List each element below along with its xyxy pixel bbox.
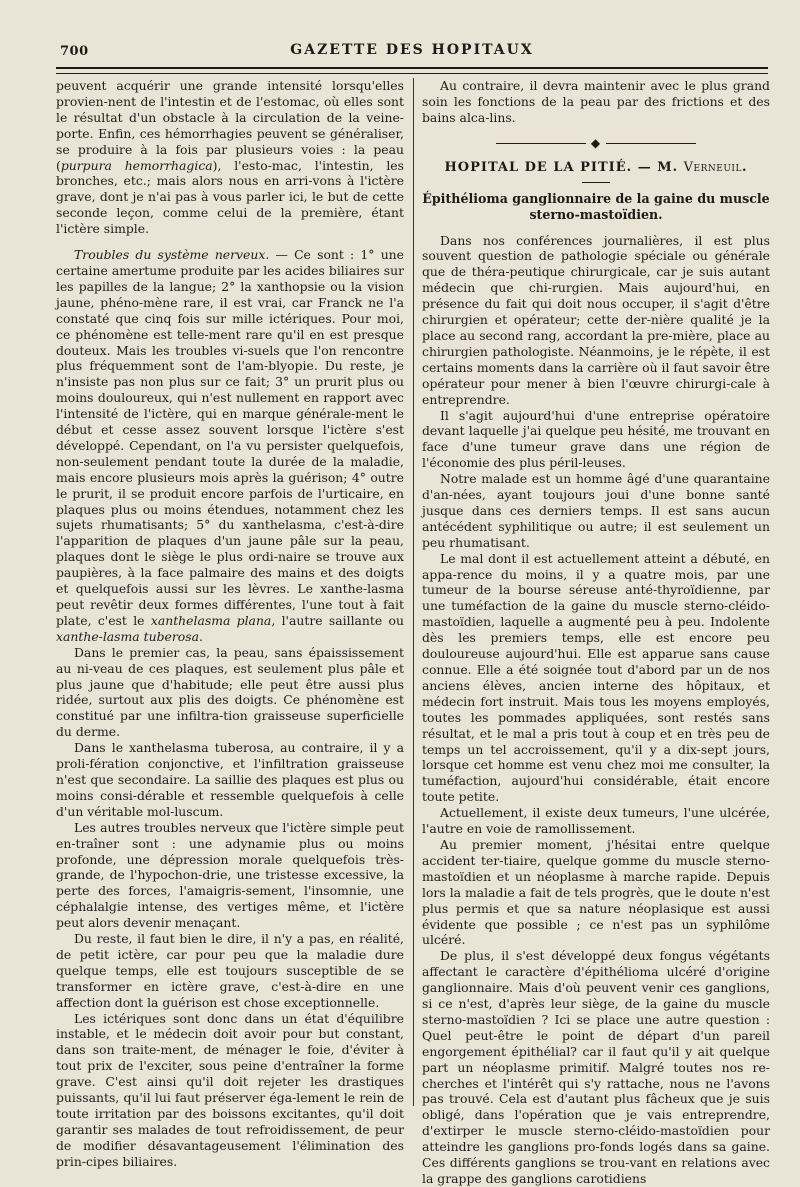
column-divider [413,78,414,1106]
newspaper-page [56,36,770,1186]
text-columns [56,78,770,1186]
paragraph: De plus, il s'est développé deux fongus végétants affectant le caractère d'épithélioma ulcéré d'origine ganglionnaire. Mais d'où peuvent venir ces ganglions, si ce n'est, d'après leur siège, de la gaine du muscle sterno-mastoïdien ? Ici se place une autre question : Quel peut-être le point de départ d'un pareil engorgement épithélial? car il faut qu'il y ait quelque part un néoplasme primitif. Malgré toutes nos re-cherches et l'intérêt qui s'y rattache, nous ne l'avons pas trouvé. Cela est d'autant plus fâcheux que je suis obligé, dans l'opération que je vais entreprendre, d'extirper le muscle sterno-cléido-mastoïdien pour atteindre les ganglions pro-fonds logés dans sa gaine. Ces différents ganglions se trou-vant en relations avec la grappe des ganglions carotidiens [422,948,770,1186]
paragraph: Les autres troubles nerveux que l'ictère simple peut en-traîner sont : une adynamie plus ou moins profonde, une dépression morale quelquefois très-grande, de l'hypochon-drie, une tristesse excessive, la perte des forces, l'amaigris-sement, l'insomnie, une céphalalgie intense, des vertiges même, et l'ictère peut alors devenir menaçant. [56,819,404,931]
header-double-rule [56,67,768,74]
paragraph: Troubles du système nerveux. — Ce sont : 1° une certaine amertume produite par les acides biliaires sur les papilles de la langue; 2° la xanthopsie ou la vision jaune, phéno-mène rare, il est vrai, car Franck ne l'a constaté que cinq fois sur mille ictériques. Pour moi, ce phénomène est telle-ment rare qu'il en est presque douteux. Mais les troubles vi-suels que l'on rencontre plus fréquemment sont de l'am-blyopie. Du reste, je n'insiste pas non plus sur ce fait; 3° un prurit plus ou moins douloureux, qui n'est nullement en rapport avec l'intensité de l'ictère, qui en marque générale-ment le début et cesse assez souvent lorsque l'ictère s'est développé. Cependant, on l'a vu persister quelquefois, non-seulement pendant toute la durée de la maladie, mais encore plusieurs mois après la guérison; 4° outre le prurit, il se produit encore parfois de l'urticaire, en plaques plus ou moins étendues, notamment chez les sujets rhumatisants; 5° du xanthelasma, c'est-à-dire l'apparition de plaques d'un jaune pâle sur la peau, plaques dont le siège le plus ordi-naire se trouve aux paupières, à la face palmaire des mains et des doigts et quelquefois aussi sur les lèvres. Le xanthe-lasma peut revêtir deux formes différentes, l'une tout à fait plate, c'est le xanthelasma plana, l'autre saillante ou xanthe-lasma tuberosa. [56,247,404,644]
article-title: Épithélioma ganglionnaire de la gaine du muscle sterno-mastoïdien. [422,190,770,222]
page-number: 700 [60,44,89,59]
left-column [56,78,404,1170]
paragraph: Au contraire, il devra maintenir avec le plus grand soin les fonctions de la peau par des frictions et des bains alca-lins. [422,78,770,125]
paragraph: Du reste, il faut bien le dire, il n'y a pas, en réalité, de petit ictère, car pour peu que la maladie dure quelque temps, elle est toujours susceptible de se transformer en ictère grave, c'est-à-dire en une affection dont la guérison est chose exceptionnelle. [56,931,404,1010]
paragraph: Il s'agit aujourd'hui d'une entreprise opératoire devant laquelle j'ai quelque peu hésité, me trouvant en face d'une tumeur grave dans une région de l'économie des plus péril-leuses. [422,407,770,471]
right-column [422,78,770,1187]
paragraph: Dans le premier cas, la peau, sans épaississement au ni-veau de ces plaques, est seulement plus pâle et plus jaune que d'habitude; elle peut être aussi plus ridée, surtout aux plis des doigts. Ce phénomène est constitué par une infiltra-tion graisseuse superficielle du derme. [56,644,404,740]
section-title: HOPITAL DE LA PITIÉ. — M. Verneuil. [444,159,748,175]
short-rule [582,182,610,183]
section-ornament: ◆ [422,136,770,152]
paragraph: Actuellement, il existe deux tumeurs, l'une ulcérée, l'autre en voie de ramollissement. [422,805,770,837]
paragraph: Dans le xanthelasma tuberosa, au contraire, il y a proli-fération conjonctive, et l'infiltration graisseuse n'est que secondaire. La saillie des plaques est plus ou moins consi-dérable et ressemble quelquefois à celle d'un véritable mol-luscum. [56,740,404,819]
page-header [56,36,768,62]
paragraph: Notre malade est un homme âgé d'une quarantaine d'an-nées, ayant toujours joui d'une bonne santé jusque dans ces derniers temps. Il est sans aucun antécédent syphilitique ou autre; il est seulement un peu rhumatisant. [422,471,770,550]
paragraph: Dans nos conférences journalières, il est plus souvent question de pathologie spéciale ou générale que de théra-peutique chirurgicale, car je suis autant médecin que chi-rurgien. Mais aujourd'hui, en présence du fait qui doit nous occuper, il s'agit d'être chirurgien et opérateur; cette der-nière qualité je la place au second rang, accordant la pre-mière, place au chirurgien pathologiste. Néanmoins, je le répète, il est certains moments dans la carrière où il faut savoir être opérateur pour mener à bien l'œuvre chirurgi-cale à entreprendre. [422,232,770,407]
paragraph: Au premier moment, j'hésitai entre quelque accident ter-tiaire, quelque gomme du muscle sterno-mastoïdien et un néoplasme à marche rapide. Depuis lors la maladie a fait de tels progrès, que le doute n'est plus permis et que sa nature néoplasique est aussi évidente que possible ; ce n'est pas un syphilôme ulcéré. [422,836,770,948]
journal-title: GAZETTE DES HOPITAUX [290,42,534,58]
paragraph: Le mal dont il est actuellement atteint a débuté, en appa-rence du moins, il y a quatre mois, par une tumeur de la bourse séreuse anté-thyroïdienne, par une tuméfaction de la gaine du muscle sterno-cléido-mastoïdien, laquelle a augmenté peu à peu. Indolente dès les premiers temps, elle est encore peu douloureuse aujourd'hui. Elle est apparue sans cause connue. Elle a été soignée tout d'abord par un de nos anciens élèves, ancien interne des hôpitaux, et médecin fort instruit. Mais tous les moyens employés, toutes les pommades appliquées, sont restés sans résultat, et le mal a pris tout à coup et en très peu de temps un tel accroissement, qu'il y a dix-sept jours, lorsque cet homme est venu chez moi me consulter, la tuméfaction, aujourd'hui considérable, était encore toute petite. [422,550,770,805]
paragraph: Les ictériques sont donc dans un état d'équilibre instable, et le médecin doit avoir pour but constant, dans son traite-ment, de ménager le foie, d'éviter à tout prix de l'exciter, sous peine d'entraîner la forme grave. C'est ainsi qu'il doit rejeter les drastiques puissants, qu'il lui faut préserver éga-lement le rein de toute irritation par des boissons excitantes, qu'il doit garantir ses malades de tout refroidissement, de peur de modifier désavantageusement l'élimination des prin-cipes biliaires. [56,1010,404,1169]
paragraph: peuvent acquérir une grande intensité lorsqu'elles provien-nent de l'intestin et de l'estomac, où elles sont le résultat d'un obstacle à la circulation de la veine-porte. Enfin, ces hémorrhagies peuvent se généraliser, se produire à la fois par plusieurs voies : la peau (purpura hemorrhagica), l'esto-mac, l'intestin, les bronches, etc.; mais alors nous en arri-vons à l'ictère grave, dont je n'ai pas à vous parler ici, le but de cette seconde leçon, comme celui de la première, étant l'ictère simple. [56,78,404,237]
